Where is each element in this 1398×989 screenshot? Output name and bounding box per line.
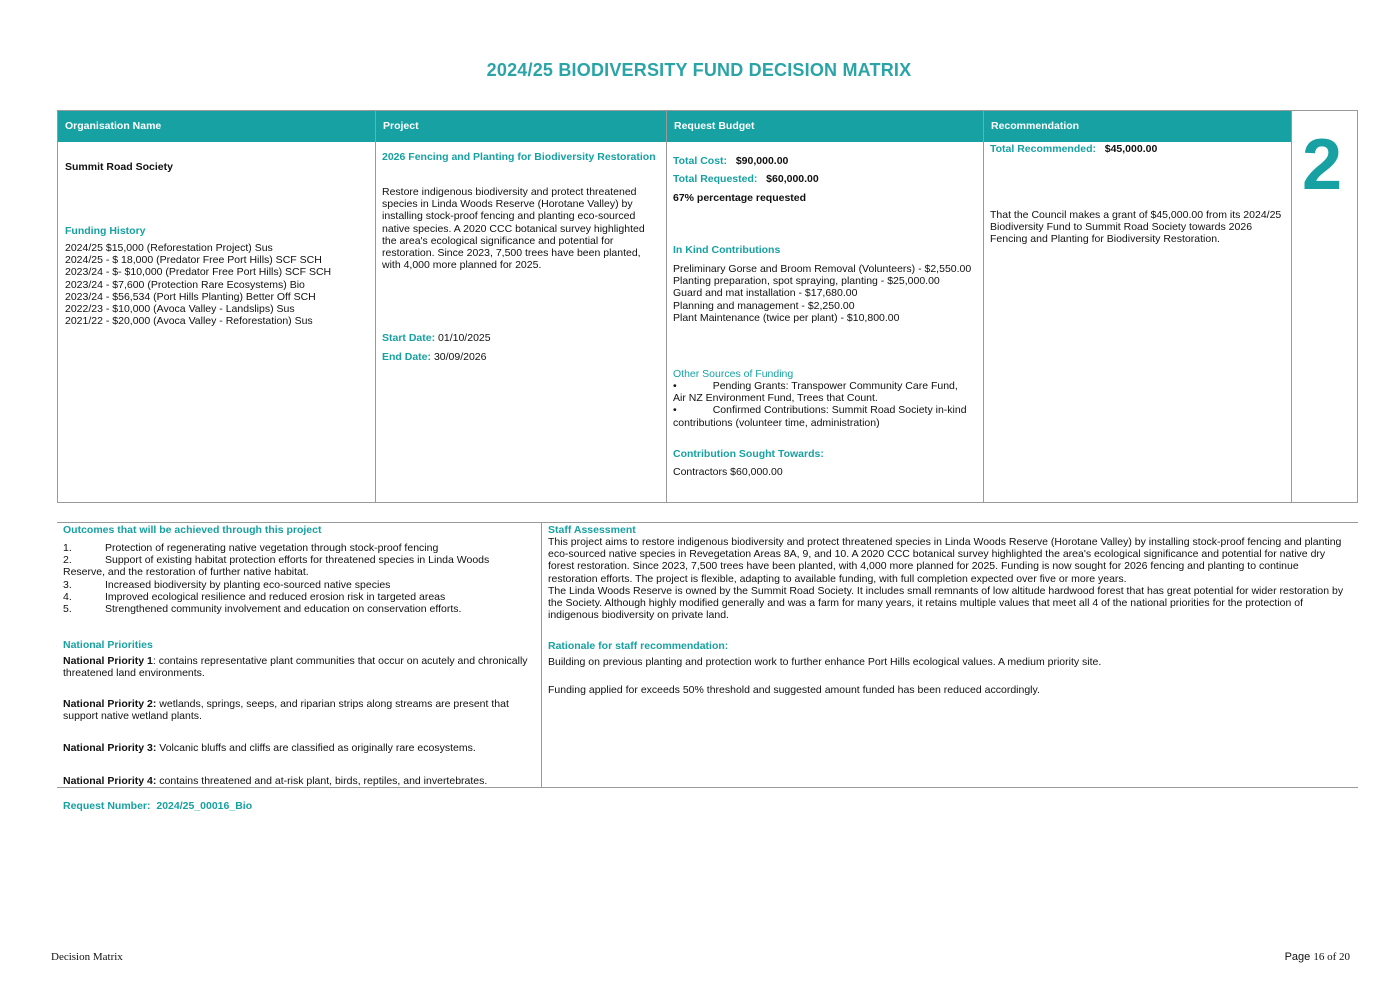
outcome-cont: Reserve, and the restoration of further native habitat.: [63, 566, 309, 579]
description-line: with 4,000 more planned for 2025.: [382, 259, 542, 272]
outcome-item: [63, 579, 538, 591]
page-count: 16 of 20: [1313, 951, 1350, 963]
outcome-item: [63, 591, 538, 603]
in-kind-item: Planting preparation, spot spraying, planting - $25,000.00: [673, 275, 940, 288]
staff-assessment-text: [548, 536, 1356, 621]
percentage-requested: 67% percentage requested: [673, 192, 807, 204]
organisation-name: Summit Road Society: [65, 161, 173, 173]
outcome-text: Strengthened community involvement and education on conservation efforts.: [105, 603, 462, 616]
bullet: •: [673, 380, 677, 392]
funding-history-label: Funding History: [65, 225, 146, 237]
rationale-label: Rationale for staff recommendation:: [548, 640, 729, 652]
outcome-text: Increased biodiversity by planting eco-sourced native species: [105, 578, 391, 591]
budget-column: [667, 111, 984, 502]
outcome-text: Protection of regenerating native vegetation through stock-proof fencing: [105, 542, 439, 554]
funding-history-item: 2022/23 - $10,000 (Avoca Valley - Landslips) Sus: [65, 303, 295, 316]
request-number-value: 2024/25_00016_Bio: [156, 800, 253, 812]
in-kind-item: Guard and mat installation - $17,680.00: [673, 287, 858, 300]
national-priority-1: [63, 655, 538, 679]
project-column: [376, 111, 667, 502]
priority-column: [1292, 111, 1358, 502]
description-line: Restore indigenous biodiversity and protect threatened: [382, 186, 637, 198]
priority-cont: support native wetland plants.: [63, 710, 202, 723]
organisation-column: [58, 111, 376, 502]
outcomes-list: [63, 542, 538, 615]
recommendation-column: [984, 111, 1292, 502]
assessment-line: indigenous biodiversity on private land.: [548, 609, 729, 622]
contribution-sought-value: Contractors $60,000.00: [673, 466, 783, 478]
priority-label: National Priority 1: [63, 655, 153, 667]
priority-text: wetlands, springs, seeps, and riparian strips along streams are present that: [156, 698, 509, 710]
outcome-number: 1.: [63, 542, 72, 554]
request-number: [63, 800, 252, 812]
bullet: •: [673, 404, 677, 417]
recommendation-line: Biodiversity Fund to Summit Road Society towards 2026: [990, 221, 1253, 234]
priority-cont: threatened land environments.: [63, 667, 205, 680]
outcome-number: 4.: [63, 590, 72, 603]
national-priority-3: [63, 742, 538, 754]
budget-header: Request Budget: [667, 111, 983, 142]
end-date: [382, 351, 487, 363]
funding-history-item: 2023/24 - $56,534 (Port Hills Planting) Better Off SCH: [65, 290, 316, 303]
outcome-number: 2.: [63, 554, 72, 567]
funding-history-item: 2023/24 - $- $10,000 (Predator Free Port Hills) SCF SCH: [65, 266, 332, 279]
project-description: [382, 186, 645, 271]
assessment-line: forest restoration. Since 2023, 7,500 trees have been planted, with 4,000 more planned for 2025. Funding is now sought for 2026 fencing and planting to continue: [548, 560, 1299, 573]
staff-assessment-label: Staff Assessment: [548, 524, 636, 536]
lower-section-top-rule: [57, 522, 1358, 523]
priority-text: : contains representative plant communities that occur on acutely and chronically: [152, 655, 528, 667]
funding-history-item: 2024/25 $15,000 (Reforestation Project) Sus: [65, 242, 273, 254]
recommendation-header: Recommendation: [984, 111, 1291, 142]
other-source-item: [673, 380, 978, 392]
footer-left: Decision Matrix: [51, 951, 123, 963]
funding-history-list: [65, 242, 331, 327]
other-source-text: Confirmed Contributions: Summit Road Society in-kind: [712, 404, 967, 417]
total-recommended-value: $45,000.00: [1104, 143, 1158, 155]
other-source-cont: contributions (volunteer time, administration): [673, 416, 880, 429]
page-title: 2024/25 BIODIVERSITY FUND DECISION MATRIX: [486, 60, 912, 80]
national-priority-2: [63, 698, 538, 722]
recommendation-line: That the Council makes a grant of $45,000.00 from its 2024/25: [990, 209, 1282, 221]
funding-history-item: 2023/24 - $7,600 (Protection Rare Ecosystems) Bio: [65, 278, 305, 291]
total-requested-value: $60,000.00: [766, 173, 819, 185]
total-cost-label: Total Cost:: [673, 155, 728, 167]
description-line: the area's ecological significance and potential for: [382, 234, 614, 247]
other-sources-label: Other Sources of Funding: [673, 368, 794, 380]
outcome-number: 5.: [63, 603, 72, 616]
national-priority-4: [63, 775, 538, 787]
priority-label: National Priority 3:: [63, 742, 157, 754]
page-word: Page: [1284, 951, 1311, 963]
start-date-value: 01/10/2025: [438, 332, 491, 344]
outcome-item: [63, 554, 538, 566]
assessment-line: restoration efforts. The project is flexible, adapting to available funding, with full completion expected over five or more years.: [548, 572, 1127, 585]
in-kind-label: In Kind Contributions: [673, 244, 781, 256]
lower-section-divider: [541, 522, 542, 787]
organisation-header: Organisation Name: [58, 111, 375, 142]
end-date-value: 30/09/2026: [433, 351, 487, 363]
priority-label: National Priority 4:: [63, 775, 157, 787]
priority-number: 2: [1302, 125, 1343, 205]
in-kind-list: [673, 263, 971, 324]
national-priorities-label: National Priorities: [63, 639, 153, 651]
footer-page-number: [1285, 951, 1350, 963]
in-kind-item: Plant Maintenance (twice per plant) - $10,800.00: [673, 311, 900, 324]
description-line: installing stock-proof fencing and planting eco-sourced: [382, 210, 636, 223]
funding-history-item: 2024/25 - $ 18,000 (Predator Free Port Hills) SCF SCH: [65, 254, 322, 267]
assessment-line: The Linda Woods Reserve is owned by the Summit Road Society. It includes small remnants of low altitude hardwood forest that has great potential for wider restoration by: [548, 584, 1344, 597]
priority-label: National Priority 2:: [63, 698, 157, 710]
recommendation-text: [990, 209, 1281, 246]
contribution-sought-label: Contribution Sought Towards:: [673, 448, 824, 460]
other-sources-list: [673, 380, 978, 429]
outcome-number: 3.: [63, 578, 72, 591]
outcome-item: [63, 542, 538, 554]
recommendation-line: Fencing and Planting for Biodiversity Restoration.: [990, 233, 1220, 246]
total-cost: [673, 155, 788, 167]
outcome-item: [63, 603, 538, 615]
in-kind-item: Preliminary Gorse and Broom Removal (Volunteers) - $2,550.00: [673, 263, 972, 275]
description-line: restoration. Since 2023, 7,500 trees have been planted,: [382, 247, 641, 260]
project-header: Project: [376, 111, 666, 142]
end-date-label: End Date:: [382, 351, 432, 363]
request-number-label: Request Number:: [63, 800, 151, 812]
other-source-item: [673, 404, 978, 416]
rationale-text-1: Building on previous planting and protection work to further enhance Port Hills ecological values. A medium priority site.: [548, 656, 1102, 668]
assessment-line: This project aims to restore indigenous biodiversity and protect threatened species in Linda Woods Reserve (Horotane Valley) by installing stock-proof fencing and planting: [548, 536, 1342, 548]
description-line: species in Linda Woods Reserve (Horotane Valley) by: [382, 198, 633, 211]
assessment-line: eco-sourced native species in Revegetation Areas 8A, 9, and 10. A 2020 CCC botanical survey highlighted the area's ecological significance and potential for native dry: [548, 548, 1326, 561]
total-requested: [673, 173, 819, 185]
start-date: [382, 332, 491, 344]
description-line: native species. A 2020 CCC botanical survey highlighted: [382, 222, 645, 235]
total-requested-label: Total Requested:: [673, 173, 758, 185]
other-source-cont: Air NZ Environment Fund, Trees that Count.: [673, 392, 878, 405]
rationale-text-2: Funding applied for exceeds 50% threshold and suggested amount funded has been reduced accordingly.: [548, 684, 1040, 696]
assessment-line: the Society. Although highly modified generally and was a farm for many years, it retains multiple values that meet all 4 of the national priorities for the protection of: [548, 597, 1304, 610]
total-recommended: [990, 143, 1157, 155]
project-title: 2026 Fencing and Planting for Biodiversity Restoration: [382, 151, 656, 163]
priority-text: Volcanic bluffs and cliffs are classified as originally rare ecosystems.: [156, 742, 476, 754]
outcomes-label: Outcomes that will be achieved through this project: [63, 524, 322, 536]
decision-matrix-table: [57, 110, 1358, 503]
outcome-text: Support of existing habitat protection efforts for threatened species in Linda Woods: [105, 554, 490, 567]
priority-text: contains threatened and at-risk plant, birds, reptiles, and invertebrates.: [156, 775, 488, 787]
start-date-label: Start Date:: [382, 332, 436, 344]
funding-history-item: 2021/22 - $20,000 (Avoca Valley - Reforestation) Sus: [65, 315, 313, 328]
in-kind-item: Planning and management - $2,250.00: [673, 299, 855, 312]
other-source-text: Pending Grants: Transpower Community Care Fund,: [712, 380, 958, 392]
total-cost-value: $90,000.00: [735, 155, 789, 167]
total-recommended-label: Total Recommended:: [990, 143, 1096, 155]
outcome-text: Improved ecological resilience and reduced erosion risk in targeted areas: [105, 590, 446, 603]
